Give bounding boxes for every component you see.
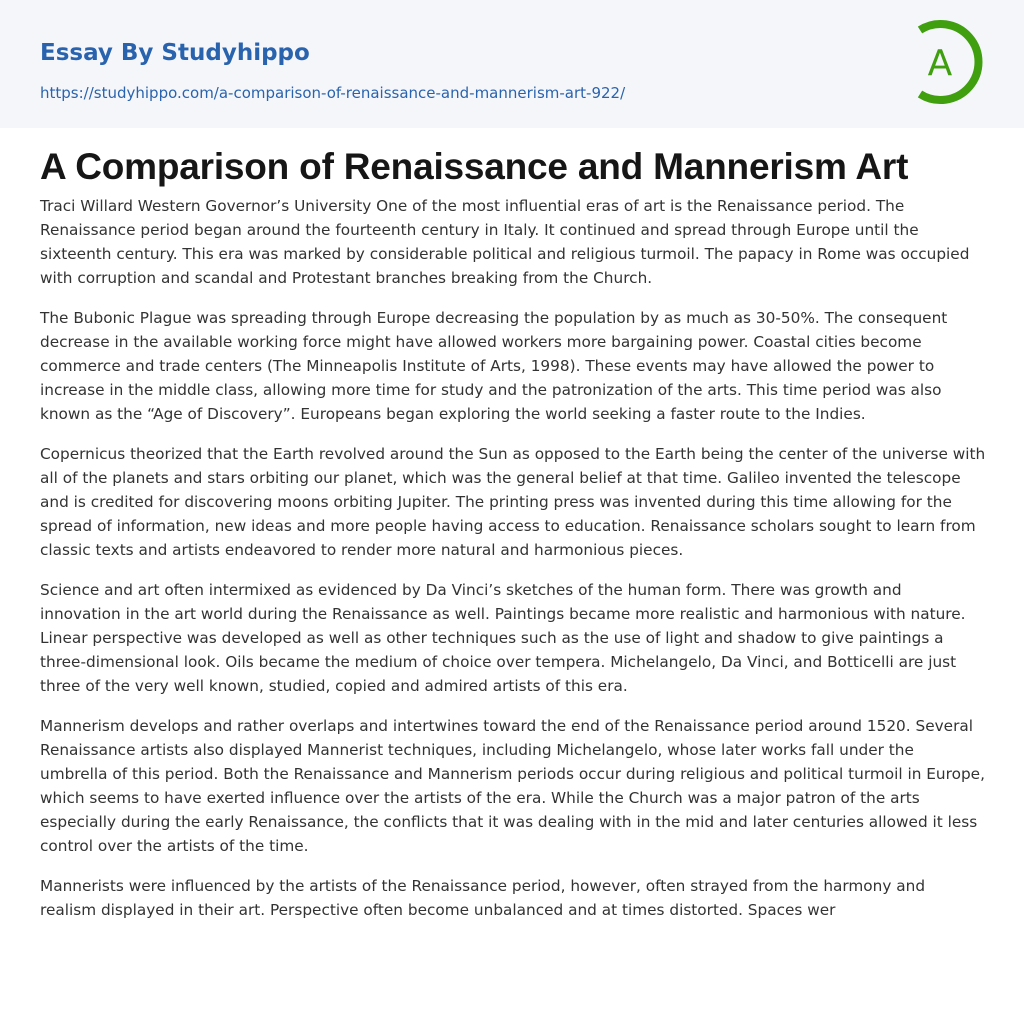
essay-url-link[interactable]: https://studyhippo.com/a-comparison-of-renaissance-and-mannerism-art-922/ [40, 84, 626, 102]
paragraph: Copernicus theorized that the Earth revolved around the Sun as opposed to the Earth being the center of the universe with all of the planets and stars orbiting our planet, which was the general belief at that time. Galileo invented the telescope and is credited for discovering moons orbiting Jupiter. The printing press was invented during this time allowing for the spread of information, new ideas and more people having access to education. Renaissance scholars sought to learn from classic texts and artists endeavored to render more natural and harmonious pieces. [40, 445, 986, 559]
paragraph: Mannerists were influenced by the artists of the Renaissance period, however, often strayed from the harmony and realism displayed in their art. Perspective often become unbalanced and at times distorted. Spaces wer [40, 877, 926, 919]
site-header [0, 0, 1024, 128]
logo-letter: A [927, 43, 953, 84]
paragraph: Traci Willard Western Governor’s University One of the most influential eras of art is the Renaissance period. The Renaissance period began around the fourteenth century in Italy. It continued and spread through Europe until the sixteenth century. This era was marked by considerable political and religious turmoil. The papacy in Rome was occupied with corruption and scandal and Protestant branches breaking from the Church. [40, 197, 970, 287]
studyhippo-logo[interactable] [904, 18, 988, 106]
essay-body [40, 194, 986, 922]
paragraph: Science and art often intermixed as evidenced by Da Vinci’s sketches of the human form. There was growth and innovation in the art world during the Renaissance as well. Paintings became more realistic and harmonious with nature. Linear perspective was developed as well as other techniques such as the use of light and shadow to give paintings a three-dimensional look. Oils became the medium of choice over tempera. Michelangelo, Da Vinci, and Botticelli are just three of the very well known, studied, copied and admired artists of this era. [40, 581, 966, 695]
brand-title: Essay By Studyhippo [40, 40, 310, 66]
page-title: A Comparison of Renaissance and Mannerism Art [40, 146, 909, 187]
logo-circle-icon [904, 18, 988, 106]
paragraph: Mannerism develops and rather overlaps and intertwines toward the end of the Renaissance period around 1520. Several Renaissance artists also displayed Mannerist techniques, including Michelangelo, whose later works fall under the umbrella of this period. Both the Renaissance and Mannerism periods occur during religious and political turmoil in Europe, which seems to have exerted influence over the artists of the era. While the Church was a major patron of the arts especially during the early Renaissance, the conflicts that it was dealing with in the mid and later centuries allowed it less control over the artists of the time. [40, 717, 985, 855]
paragraph: The Bubonic Plague was spreading through Europe decreasing the population by as much as 30-50%. The consequent decrease in the available working force might have allowed workers more bargaining power. Coastal cities become commerce and trade centers (The Minneapolis Institute of Arts, 1998). These events may have allowed the power to increase in the middle class, allowing more time for study and the patronization of the arts. This time period was also known as the “Age of Discovery”. Europeans began exploring the world seeking a faster route to the Indies. [40, 309, 948, 423]
